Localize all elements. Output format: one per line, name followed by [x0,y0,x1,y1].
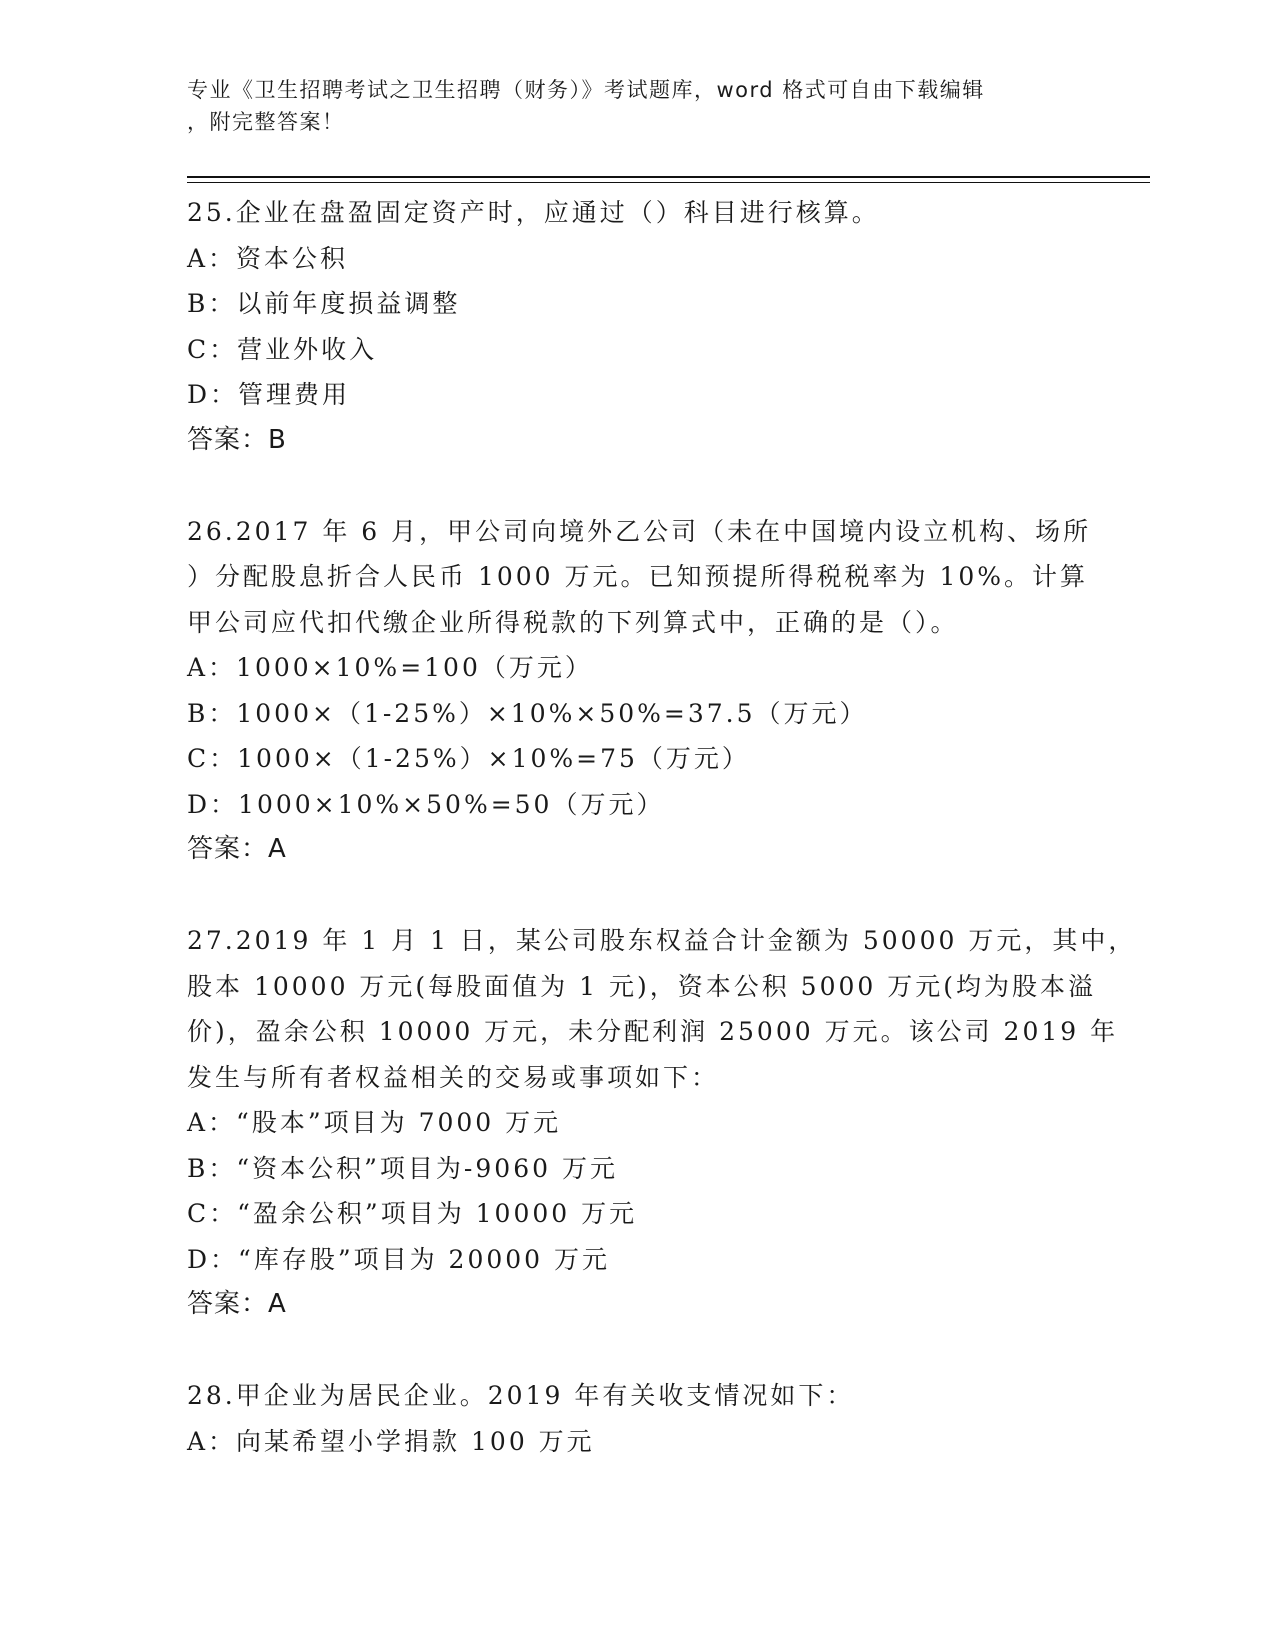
option-d: D：1000×10%×50%=50（万元） [187,789,665,819]
option-c: C：1000×（1-25%）×10%=75（万元） [187,744,750,773]
option-d: D：管理费用 [187,380,351,409]
option-a: A：“股本”项目为 7000 万元 [187,1108,562,1137]
question-stem: 价)，盈余公积 10000 万元，未分配利润 25000 万元。该公司 2019 年 [187,1017,1119,1046]
option-a: A：1000×10%=100（万元） [187,653,593,682]
answer-line: 答案：B [187,424,287,455]
question-stem: 发生与所有者权益相关的交易或事项如下： [187,1062,720,1092]
option-a: A：资本公积 [187,243,349,273]
question-26 [187,509,1092,873]
question-27 [187,918,1137,1328]
question-spacer [187,1328,1087,1374]
question-list [187,190,1137,1464]
question-25 [187,190,1087,463]
question-stem: 28.甲企业为居民企业。2019 年有关收支情况如下： [187,1381,855,1410]
option-c: C：“盈余公积”项目为 10000 万元 [187,1199,638,1228]
option-b: B：1000×（1-25%）×10%×50%=37.5（万元） [187,698,868,728]
option-d: D：“库存股”项目为 20000 万元 [187,1244,611,1274]
question-28 [187,1373,1087,1464]
header-line-1: 专业《卫生招聘考试之卫生招聘（财务）》考试题库，word 格式可自由下载编辑 [187,78,985,102]
header-line-2: ，附完整答案！ [187,110,345,134]
option-b: B：以前年度损益调整 [187,289,461,318]
answer-line: 答案：A [187,834,287,864]
option-b: B：“资本公积”项目为-9060 万元 [187,1153,618,1183]
question-spacer [187,873,1087,919]
question-stem: 股本 10000 万元(每股面值为 1 元)，资本公积 5000 万元(均为股本溢 [187,971,1097,1001]
header-rule-thin [187,182,1150,183]
question-stem: 26.2017 年 6 月，甲公司向境外乙公司（未在中国境内设立机构、场所 [187,516,1092,546]
question-spacer [187,463,1087,509]
header-rule-thick [187,176,1150,178]
option-a: A：向某希望小学捐款 100 万元 [187,1426,595,1456]
answer-line: 答案：A [187,1289,287,1319]
document-header [187,74,1067,138]
option-c: C：营业外收入 [187,334,378,364]
question-stem: ）分配股息折合人民币 1000 万元。已知预提所得税税率为 10%。计算 [187,562,1089,591]
question-stem: 27.2019 年 1 月 1 日，某公司股东权益合计金额为 50000 万元，其中， [187,926,1137,955]
question-stem: 25.企业在盘盈固定资产时，应通过（）科目进行核算。 [187,198,880,227]
question-stem: 甲公司应代扣代缴企业所得税款的下列算式中，正确的是（）。 [187,607,959,637]
